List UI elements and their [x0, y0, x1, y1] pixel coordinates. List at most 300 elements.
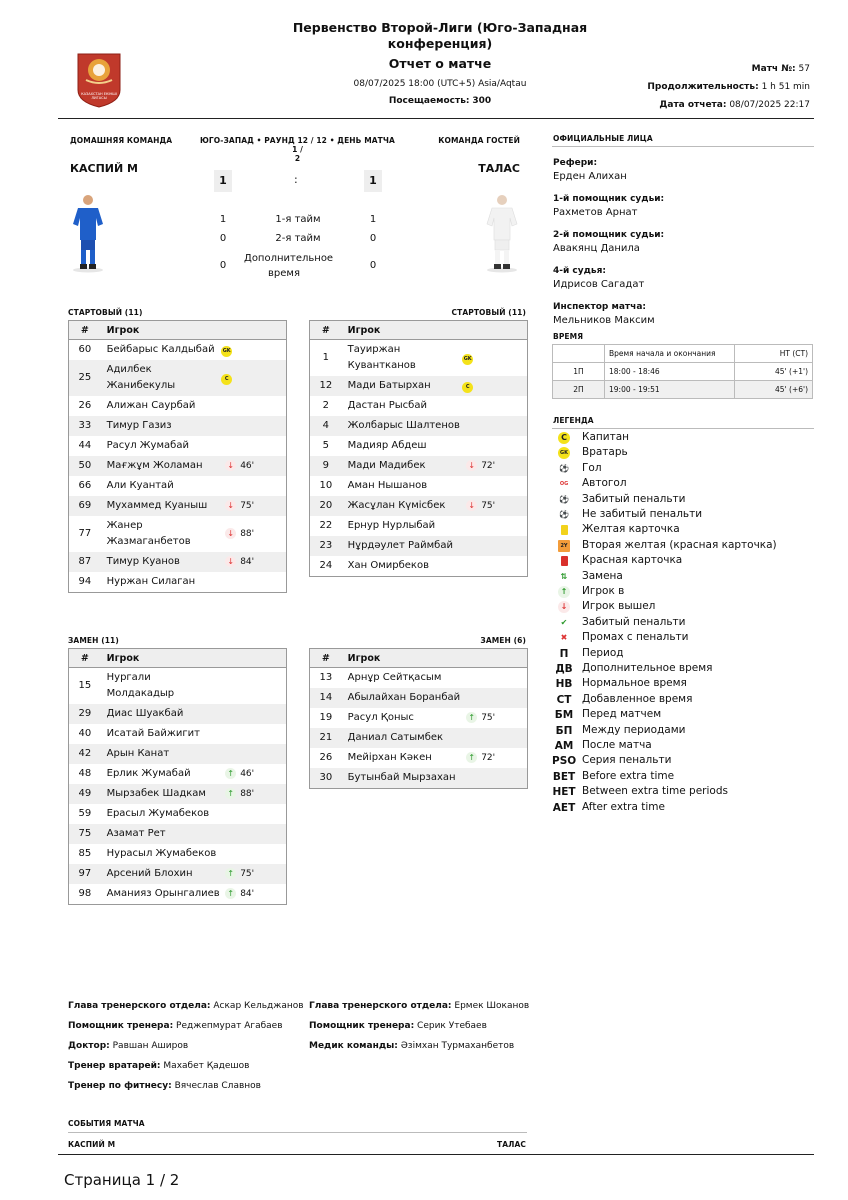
player-name: Жасұлан Күмісбек	[342, 496, 463, 516]
shootout-scored-icon: ✔	[560, 617, 568, 627]
table-header-row	[69, 321, 287, 340]
player-row	[69, 784, 287, 804]
player-in-icon: ↑	[225, 768, 236, 779]
player-row	[69, 864, 287, 884]
player-name: Даниал Сатымбек	[342, 728, 463, 748]
player-row	[310, 556, 528, 577]
player-event	[221, 552, 286, 572]
report-subtitle: Отчет о матче	[388, 56, 492, 71]
player-number: 12	[310, 376, 342, 396]
player-name: Хан Омирбеков	[347, 560, 429, 571]
staff-entry	[68, 1080, 304, 1100]
player-name: Нурасыл Жумабеков	[106, 848, 217, 859]
official-name: Мельников Максим	[553, 315, 655, 326]
legend-label: Нормальное время	[582, 677, 687, 690]
away-subs-table	[309, 648, 528, 789]
sub-minute: 46'	[240, 461, 255, 471]
player-row	[310, 688, 528, 708]
legend-label: Замена	[582, 569, 623, 582]
legend-label: Автогол	[582, 477, 627, 490]
col-player: Игрок	[101, 321, 287, 340]
round-line-1: ЮГО-ЗАПАД • РАУНД 12 / 12 • ДЕНЬ МАТЧА 1 /	[200, 136, 395, 154]
report-date-value: 08/07/2025 22:17	[729, 100, 810, 110]
player-event	[221, 496, 286, 516]
red-card-icon	[561, 556, 568, 566]
player-row	[69, 552, 287, 572]
player-in-icon: ↑	[225, 888, 236, 899]
player-number: 25	[69, 360, 101, 396]
player-name: Жанер Жазмаганбетов	[106, 520, 191, 547]
player-in-icon: ↑	[225, 788, 236, 799]
player-name: Нұрдәулет Раймбай	[342, 536, 463, 556]
player-name: Али Куантай	[106, 480, 174, 491]
time-ht: 45' (+6')	[735, 381, 813, 399]
table-header-row	[310, 649, 528, 668]
player-name: Тимур Газиз	[101, 416, 222, 436]
player-row	[69, 340, 287, 361]
legend-label: Промах с пенальти	[582, 631, 689, 644]
staff-name: Аскар Кельджанов	[213, 1001, 304, 1011]
events-home-team: КАСПИЙ М	[68, 1140, 116, 1149]
staff-name: Реджепмурат Агабаев	[176, 1021, 283, 1031]
player-row	[69, 416, 287, 436]
sub-minute: 75'	[240, 501, 255, 511]
player-number: 22	[319, 520, 333, 531]
player-event	[462, 536, 527, 556]
player-number: 97	[69, 864, 101, 884]
goalkeeper-icon: GK	[558, 447, 570, 459]
player-out-icon: ↓	[225, 556, 236, 567]
player-name: Ерлик Жумабай	[106, 768, 191, 779]
match-datetime: 08/07/2025 18:00 (UTC+5) Asia/Aqtau	[353, 79, 527, 89]
legend-label: Перед матчем	[582, 708, 662, 721]
player-row	[310, 416, 528, 436]
legend-abbr: П	[559, 647, 569, 660]
legend-label: Вратарь	[582, 446, 628, 459]
player-name: Абылайхан Боранбай	[342, 688, 463, 708]
player-row	[310, 536, 528, 556]
player-event	[221, 784, 286, 804]
home-score: 1	[214, 170, 232, 192]
period-1-label: 1-я тайм	[275, 214, 321, 225]
player-number: 40	[78, 728, 92, 739]
player-number: 29	[69, 704, 101, 724]
player-number: 85	[78, 848, 92, 859]
player-number: 26	[78, 400, 92, 411]
staff-entry	[309, 1040, 529, 1060]
attendance-value: 300	[472, 96, 492, 106]
player-event	[221, 704, 286, 724]
away-kit-icon	[484, 192, 520, 277]
legend-label: Before extra time	[582, 769, 675, 782]
player-name: Нуржан Силаган	[106, 576, 196, 587]
legend-abbr: АМ	[554, 740, 574, 752]
player-number: 13	[319, 672, 333, 683]
legend-label: Игрок вышел	[582, 600, 656, 613]
player-name: Арсений Блохин	[101, 864, 222, 884]
extra-time-away: 0	[369, 260, 377, 271]
player-event	[462, 416, 527, 436]
home-caption: ДОМАШНЯЯ КОМАНДА	[70, 136, 173, 145]
col-number: #	[310, 649, 342, 668]
player-number: 33	[69, 416, 101, 436]
staff-entry	[68, 1020, 304, 1040]
player-name: Мейірхан Кәкен	[347, 752, 432, 763]
col-number: #	[310, 321, 342, 340]
player-number: 2	[322, 400, 329, 411]
penalty-scored-icon: ⚽	[559, 494, 569, 504]
captain-badge: C	[462, 382, 473, 393]
legend-abbr: AET	[552, 801, 576, 814]
col-player: Игрок	[101, 649, 287, 668]
player-row	[310, 476, 528, 496]
away-starting-table	[309, 320, 528, 577]
player-row	[69, 360, 287, 396]
player-event	[221, 436, 286, 456]
legend-divider	[552, 428, 814, 429]
player-in-icon: ↑	[466, 712, 477, 723]
player-event	[462, 728, 527, 748]
player-in-icon: ↑	[558, 586, 570, 598]
player-row	[69, 396, 287, 416]
player-out-icon: ↓	[466, 460, 477, 471]
player-event	[221, 724, 286, 744]
player-row	[69, 572, 287, 593]
official-name: Авакянц Данила	[553, 243, 640, 254]
player-name: Аман Нышанов	[347, 480, 428, 491]
player-event	[462, 456, 527, 476]
player-name: Мырзабек Шадкам	[101, 784, 222, 804]
time-period: 1П	[553, 363, 605, 381]
official-entry	[553, 192, 813, 220]
official-name: Идрисов Сагадат	[553, 279, 645, 290]
staff-entry	[68, 1040, 304, 1060]
player-name: Жолбарыс Шалтенов	[342, 416, 463, 436]
staff-role: Тренер вратарей:	[68, 1061, 161, 1071]
away-subs-caption: ЗАМЕН (6)	[480, 636, 526, 645]
player-in-icon: ↑	[466, 752, 477, 763]
player-event	[221, 864, 286, 884]
player-number: 66	[78, 480, 92, 491]
legend-abbr: PSO	[552, 755, 577, 768]
round-info	[200, 136, 395, 163]
away-starting-caption: СТАРТОВЫЙ (11)	[451, 308, 526, 317]
officials-caption: ОФИЦИАЛЬНЫЕ ЛИЦА	[553, 134, 653, 143]
player-event	[462, 708, 527, 728]
player-event	[462, 688, 527, 708]
period-2-label: 2-я тайм	[275, 233, 321, 244]
player-number: 48	[78, 768, 92, 779]
staff-name: Әзімхан Турмаханбетов	[400, 1041, 515, 1051]
player-number: 14	[310, 688, 342, 708]
sub-minute: 84'	[240, 889, 255, 899]
player-name: Бейбарыс Калдыбай	[106, 344, 215, 355]
player-row	[69, 744, 287, 764]
player-event	[462, 376, 527, 396]
official-name: Ерден Алихан	[553, 171, 627, 182]
player-event	[462, 396, 527, 416]
col-player: Игрок	[342, 649, 528, 668]
player-event	[221, 340, 286, 361]
player-name: Диас Шуакбай	[101, 704, 222, 724]
player-name: Мадияр Абдеш	[347, 440, 427, 451]
footer-divider	[58, 1154, 814, 1155]
time-col-range: Время начала и окончания	[605, 345, 735, 363]
staff-entry	[309, 1020, 529, 1040]
player-row	[69, 456, 287, 476]
player-event	[221, 360, 286, 396]
player-row	[69, 476, 287, 496]
official-role: 2-й помощник судьи:	[553, 230, 665, 240]
events-divider	[68, 1132, 527, 1133]
player-number: 30	[310, 768, 342, 789]
home-staff	[68, 1000, 304, 1100]
player-number: 20	[310, 496, 342, 516]
round-line-2: 2	[294, 154, 301, 163]
legend-label: Желтая карточка	[582, 523, 680, 536]
player-row	[69, 764, 287, 784]
col-number: #	[69, 321, 101, 340]
report-date-label: Дата отчета:	[659, 100, 727, 110]
player-event	[221, 804, 286, 824]
sub-minute: 88'	[240, 529, 255, 539]
player-event	[221, 744, 286, 764]
player-number: 75	[69, 824, 101, 844]
legend-label: Гол	[582, 461, 602, 474]
table-header-row	[69, 649, 287, 668]
player-number: 87	[69, 552, 101, 572]
legend-abbr: БМ	[554, 709, 574, 722]
player-event	[221, 884, 286, 905]
time-ht: 45' (+1')	[735, 363, 813, 381]
player-name: Мади Мадибек	[342, 456, 463, 476]
player-name: Тауиржан Кувантканов	[347, 344, 416, 371]
player-event	[221, 416, 286, 436]
officials-list	[553, 156, 813, 336]
duration-value: 1 h 51 min	[761, 82, 810, 92]
player-row	[310, 708, 528, 728]
player-name: Расул Жумабай	[106, 440, 189, 451]
player-number: 49	[69, 784, 101, 804]
player-row	[69, 824, 287, 844]
period-2-home: 0	[219, 233, 227, 244]
captain-badge: C	[221, 374, 232, 385]
home-team-name: КАСПИЙ М	[70, 162, 138, 175]
player-row	[69, 436, 287, 456]
attendance	[290, 96, 590, 106]
player-event	[462, 340, 527, 377]
player-number: 19	[319, 712, 333, 723]
home-kit-icon	[70, 192, 106, 277]
attendance-label: Посещаемость:	[388, 96, 470, 106]
player-out-icon: ↓	[225, 500, 236, 511]
player-name: Исатай Байжигит	[106, 728, 200, 739]
sub-minute: 75'	[240, 869, 255, 879]
staff-name: Ермек Шоканов	[454, 1001, 530, 1011]
player-number: 9	[310, 456, 342, 476]
player-row	[310, 496, 528, 516]
player-event	[462, 496, 527, 516]
substitution-icon: ⇅	[560, 571, 568, 581]
legend-label: Игрок в	[582, 585, 625, 597]
legend-label: Серия пенальти	[582, 754, 672, 767]
sub-minute: 75'	[481, 713, 496, 723]
time-caption: ВРЕМЯ	[553, 332, 584, 341]
legend-label: После матча	[582, 739, 652, 751]
away-team-name: ТАЛАС	[478, 162, 520, 175]
staff-entry	[309, 1000, 529, 1020]
staff-entry	[68, 1000, 304, 1020]
time-period: 2П	[553, 381, 605, 399]
staff-role: Глава тренерского отдела:	[309, 1001, 452, 1011]
goalkeeper-badge: GK	[221, 346, 232, 357]
report-title: Первенство Второй-Лиги (Юго-Западная конференция)	[292, 20, 588, 51]
player-row	[69, 496, 287, 516]
player-number: 5	[322, 440, 329, 451]
player-row	[69, 724, 287, 744]
player-name: Аманияз Орынгалиев	[106, 888, 220, 899]
player-event	[462, 668, 527, 689]
player-number: 10	[319, 480, 333, 491]
player-name: Азамат Рет	[101, 824, 222, 844]
player-name: Алижан Саурбай	[106, 400, 196, 411]
staff-name: Махабет Қадешов	[163, 1061, 250, 1071]
player-out-icon: ↓	[558, 601, 570, 613]
player-name: Дастан Рысбай	[347, 400, 427, 411]
official-entry	[553, 264, 813, 292]
player-number: 60	[78, 344, 92, 355]
score-separator: :	[294, 173, 298, 186]
player-row	[310, 728, 528, 748]
player-name: Мади Батырхан	[342, 376, 463, 396]
player-event	[462, 768, 527, 789]
player-number: 98	[78, 888, 92, 899]
staff-role: Тренер по фитнесу:	[68, 1081, 172, 1091]
legend-abbr: НВ	[555, 678, 573, 691]
player-row	[310, 376, 528, 396]
player-number: 21	[310, 728, 342, 748]
player-number: 94	[78, 576, 92, 587]
match-number	[752, 64, 810, 74]
player-event	[462, 436, 527, 456]
player-event	[221, 396, 286, 416]
player-event	[221, 516, 286, 552]
legend-abbr: БП	[555, 724, 573, 737]
official-name: Рахметов Арнат	[553, 207, 638, 218]
time-table	[552, 344, 813, 399]
player-row	[69, 668, 287, 705]
official-role: Рефери:	[553, 158, 598, 168]
time-row	[553, 381, 813, 399]
player-event	[221, 764, 286, 784]
goal-icon: ⚽	[559, 463, 569, 473]
staff-role: Глава тренерского отдела:	[68, 1001, 211, 1011]
penalty-missed-icon: ⚽	[559, 510, 569, 519]
player-row	[310, 768, 528, 789]
player-out-icon: ↓	[225, 528, 236, 539]
sub-minute: 75'	[481, 501, 496, 511]
home-starting-table	[68, 320, 287, 593]
player-out-icon: ↓	[466, 500, 477, 511]
player-name: Арын Канат	[101, 744, 222, 764]
player-name: Мухаммед Куаныш	[101, 496, 222, 516]
staff-role: Медик команды:	[309, 1041, 398, 1051]
official-entry	[553, 300, 813, 328]
player-name: Бутынбай Мырзахан	[342, 768, 463, 789]
player-out-icon: ↓	[225, 460, 236, 471]
player-name: Расул Қоныс	[347, 712, 414, 723]
shootout-missed-icon: ✖	[560, 633, 568, 643]
player-name: Ернур Нурлыбай	[347, 520, 436, 531]
period-1-home: 1	[219, 214, 227, 225]
player-event	[462, 556, 527, 577]
player-row	[310, 668, 528, 689]
player-row	[310, 748, 528, 768]
time-col-period	[553, 345, 605, 363]
player-number: 59	[78, 808, 92, 819]
second-yellow-icon: 2Y	[558, 540, 570, 552]
extra-time-home: 0	[219, 260, 227, 271]
legend-abbr: СТ	[556, 693, 572, 706]
legend-label: Забитый пенальти	[582, 615, 686, 628]
legend-label: Забитый пенальти	[582, 492, 686, 505]
player-event	[462, 516, 527, 536]
duration-label: Продолжительность:	[647, 82, 759, 92]
legend-label: Капитан	[582, 431, 629, 443]
period-1-away: 1	[369, 214, 377, 225]
player-name: Арнұр Сейтқасым	[347, 672, 442, 683]
own-goal-icon: OG	[558, 478, 570, 490]
player-row	[310, 436, 528, 456]
player-number: 26	[319, 752, 333, 763]
official-entry	[553, 228, 813, 256]
player-event	[221, 476, 286, 496]
home-subs-table	[68, 648, 287, 905]
legend-label: Не забитый пенальти	[582, 508, 703, 520]
events-away-team: ТАЛАС	[497, 1140, 526, 1149]
player-row	[69, 884, 287, 905]
legend-label: Период	[582, 646, 624, 659]
time-row	[553, 363, 813, 381]
match-number-value: 57	[798, 64, 810, 74]
sub-minute: 84'	[240, 557, 255, 567]
yellow-card-icon	[561, 525, 568, 535]
player-event	[462, 476, 527, 496]
legend-label: Дополнительное время	[582, 662, 713, 674]
home-subs-caption: ЗАМЕН (11)	[68, 636, 119, 645]
logo-text: КАЗАХСТАН ЕКІНШІ ЛИГАСЫ	[81, 92, 117, 100]
col-number: #	[69, 649, 101, 668]
player-event	[221, 824, 286, 844]
official-role: Инспектор матча:	[553, 302, 646, 312]
legend-label: Вторая желтая (красная карточка)	[582, 538, 777, 551]
legend-abbr: HET	[552, 786, 576, 799]
sub-minute: 88'	[240, 789, 255, 799]
sub-minute: 46'	[240, 769, 255, 779]
player-number: 4	[310, 416, 342, 436]
match-duration	[647, 82, 810, 92]
player-row	[310, 340, 528, 377]
header-divider	[58, 118, 814, 119]
extra-time-label: Дополнительное время	[244, 253, 334, 279]
table-header-row	[310, 321, 528, 340]
player-name: Тимур Куанов	[101, 552, 222, 572]
player-row	[310, 396, 528, 416]
time-col-ht: HT (CT)	[735, 345, 813, 363]
home-starting-caption: СТАРТОВЫЙ (11)	[68, 308, 143, 317]
player-event	[221, 844, 286, 864]
official-role: 4-й судья:	[553, 266, 606, 276]
